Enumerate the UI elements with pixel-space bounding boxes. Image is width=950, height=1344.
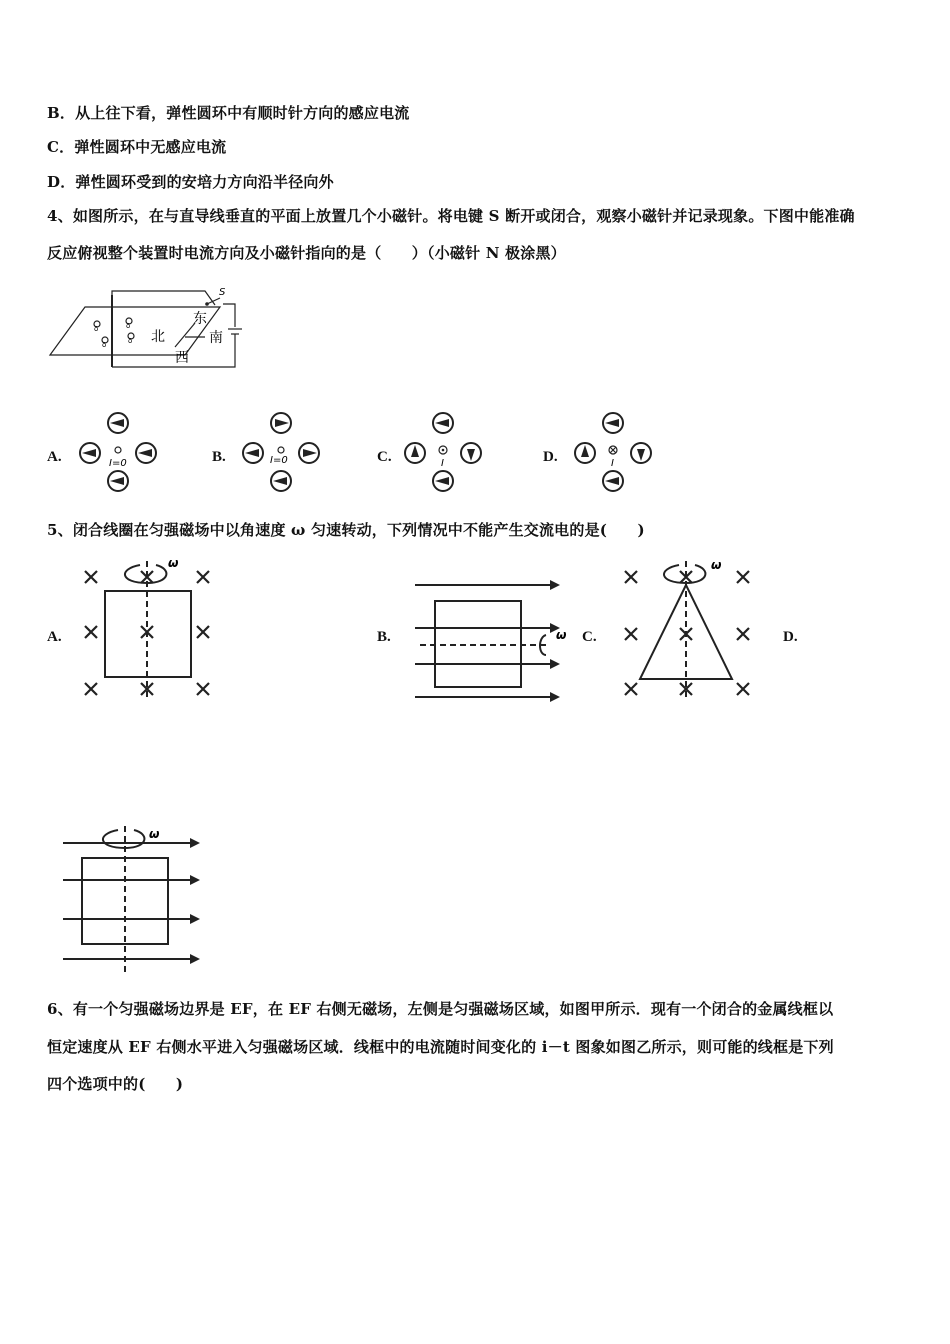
svg-text:δ: δ [128,337,133,345]
compass-needle-icon [433,413,453,433]
omega-label: ω [149,827,160,841]
q4-option-d-label[interactable]: D. [543,449,558,465]
switch-label: S [219,287,226,298]
small-compass-icon [102,337,108,349]
q4-stem-line1: 4、如图所示，在与直导线垂直的平面上放置几个小磁针。将电键 S 断开或闭合，观察小磁针并记录现象。下图中能准确 [47,207,855,225]
small-compass-icon [94,321,100,333]
q5-stem: 5、闭合线圈在匀强磁场中以角速度 ω 匀速转动，下列情况中不能产生交流电的是( ) [47,521,645,539]
compass-needle-icon [136,443,156,463]
option-d-text: D．弹性圆环受到的安培力方向沿半径向外 [47,173,334,191]
compass-rose-diagonal [175,323,195,347]
q4-option-c-figure [403,411,483,493]
q5-option-b-figure [410,575,575,705]
south-label: 南 [209,330,223,346]
q5-option-d-figure [60,822,210,977]
q4-stem-line2: 反应俯视整个装置时电流方向及小磁针指向的是（ ）（小磁针 N 极涂黑） [47,244,566,262]
coil-square [435,601,521,687]
compass-needle-icon [405,443,425,463]
q4-option-b-label[interactable]: B. [212,449,226,465]
q5-option-b-label[interactable]: B. [377,629,391,645]
omega-label: ω [168,556,179,570]
current-label: I [611,458,614,469]
q6-stem-line1: 6、有一个匀强磁场边界是 EF，在 EF 右侧无磁场，左侧是匀强磁场区域，如图甲所示．现有一个闭合的金属线框以 [47,1000,834,1018]
field-lines [415,580,560,702]
omega-label: ω [711,558,722,572]
east-label: 东 [193,311,207,327]
q4-option-a-label[interactable]: A. [47,449,62,465]
svg-text:δ: δ [94,325,99,333]
option-b-text: B．从上往下看，弹性圆环中有顺时针方向的感应电流 [47,104,410,122]
field-lines [63,838,200,964]
q5-option-c-label[interactable]: C. [582,629,597,645]
q4-option-c-label[interactable]: C. [377,449,392,465]
compass-needle-icon [575,443,595,463]
circuit-wire-top [112,291,215,305]
rotation-arrow-icon [125,565,166,583]
wire-cross-section [115,447,121,453]
compass-needle-icon [80,443,100,463]
wire-dot-icon [439,446,447,454]
north-label: 北 [151,329,165,345]
compass-needle-icon [108,471,128,491]
svg-text:δ: δ [102,341,107,349]
compass-needle-icon [299,443,319,463]
q5-option-a-label[interactable]: A. [47,629,62,645]
svg-text:δ: δ [126,322,131,330]
rotation-arrow-icon [664,565,705,583]
compass-needle-icon [433,471,453,491]
current-label: I [441,458,444,469]
compass-needle-icon [631,443,651,463]
q4-option-a-figure [78,411,158,493]
option-c-text: C．弹性圆环中无感应电流 [47,138,227,156]
wire-cross-section [278,447,284,453]
current-label: I=0 [270,455,288,466]
small-compass-icon [126,318,132,330]
current-label: I=0 [109,458,127,469]
q5-option-c-figure [615,553,765,703]
q6-stem-line2: 恒定速度从 EF 右侧水平进入匀强磁场区域．线框中的电流随时间变化的 i－t 图象如图乙所示，则可能的线框是下列 [47,1038,834,1056]
circuit-wire-right [223,304,235,327]
q5-option-d-label[interactable]: D. [783,629,798,645]
compass-needle-icon [603,471,623,491]
q4-setup-figure [45,285,245,375]
q4-option-b-figure [241,411,321,493]
small-compass-icon [128,333,134,345]
wire-cross-icon [609,446,617,454]
west-label: 西 [175,350,189,366]
q6-stem-line3: 四个选项中的( ) [47,1075,184,1093]
omega-label: ω [556,628,567,642]
compass-needle-icon [603,413,623,433]
q5-option-a-figure [80,553,225,703]
q4-option-d-figure [573,411,653,493]
compass-needle-icon [108,413,128,433]
rotation-arrow-icon [103,830,144,848]
compass-needle-icon [461,443,481,463]
compass-needle-icon [243,443,263,463]
compass-needle-icon [271,471,291,491]
compass-needle-icon [271,413,291,433]
